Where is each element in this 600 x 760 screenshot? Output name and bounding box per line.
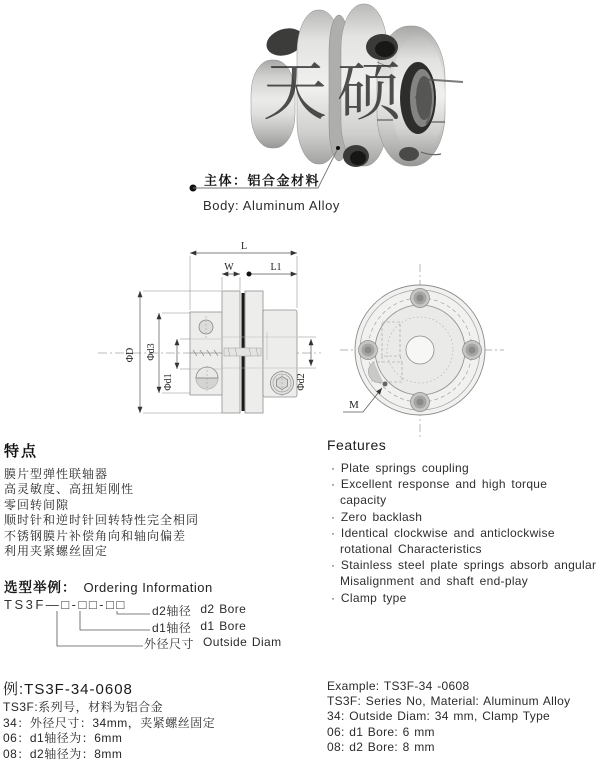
- feature-zh-item: 零回转间隙: [4, 497, 70, 512]
- dim-label-d1: Φd1: [163, 373, 174, 391]
- watermark-text: 天硕: [263, 57, 411, 128]
- ordering-row-outside-diam: [144, 635, 282, 652]
- m-screw: [383, 382, 388, 387]
- ordering-code: TS3F—□-□□-□□: [4, 597, 127, 612]
- feature-en-item: · Clamp type: [331, 590, 407, 605]
- features-zh-section: [4, 440, 214, 559]
- example-en-line: 06: d1 Bore: 6 mm: [327, 724, 435, 739]
- example-zh-line: 08：d2轴径为：8mm: [3, 746, 123, 760]
- example-zh-line: 34：外径尺寸：34mm，夹紧螺丝固定: [3, 715, 216, 730]
- d2-bore-label-en: d2 Bore: [200, 602, 247, 616]
- example-en-line: 08: d2 Bore: 8 mm: [327, 739, 435, 754]
- d1-bore-label-zh: d1轴径: [152, 621, 192, 635]
- example-en-line: 34: Outside Diam: 34 mm, Clamp Type: [327, 709, 551, 724]
- ordering-row-d1: [152, 619, 246, 636]
- example-en-section: [327, 679, 570, 755]
- outside-diam-label-zh: 外径尺寸: [144, 637, 195, 651]
- feature-zh-item: 高灵敏度、高扭矩刚性: [4, 482, 135, 497]
- center-bore: [406, 336, 434, 364]
- body-material-label-en: Body: Aluminum Alloy: [203, 198, 341, 213]
- ordering-heading-zh: 选型举例：: [4, 580, 77, 595]
- dim-label-L1: L1: [270, 262, 282, 273]
- body-material-label-zh: 主体：铝合金材料: [204, 173, 321, 188]
- ordering-leader-lines: [40, 608, 160, 653]
- dim-label-W: W: [224, 262, 234, 273]
- example-zh-line: 06：d1轴径为：6mm: [3, 731, 123, 746]
- example-zh-line: TS3F:系列号，材料为铝合金: [3, 700, 164, 714]
- feature-en-item: · Plate springs coupling: [331, 461, 469, 475]
- ordering-heading-en: Ordering Information: [83, 580, 213, 595]
- feature-zh-item: 顺时针和逆时针回转特性完全相同: [4, 513, 200, 528]
- features-zh-heading: 特点: [4, 443, 39, 460]
- feature-en-item: · Stainless steel plate springs absorb angular Misalignment and shaft end-play: [331, 558, 597, 589]
- d1-bore-label-en: d1 Bore: [200, 619, 247, 633]
- front-view-drawing: [338, 258, 508, 440]
- dim-label-D: ΦD: [125, 347, 136, 363]
- feature-zh-item: 不锈钢膜片补偿角向和轴向偏差: [4, 528, 187, 543]
- dim-label-d3: Φd3: [146, 343, 157, 361]
- feature-en-item: · Excellent response and high torque capacity: [331, 477, 548, 508]
- dim-label-L: L: [240, 241, 248, 252]
- ordering-row-d2: [152, 602, 246, 619]
- ordering-heading: [4, 576, 213, 596]
- side-view-drawing: [95, 220, 325, 435]
- example-en-line: Example: TS3F-34 -0608: [327, 679, 470, 693]
- features-en-heading: Features: [327, 437, 387, 453]
- features-en-section: [327, 437, 597, 606]
- dim-label-d2: Φd2: [296, 373, 307, 391]
- dim-reference-dot: [247, 272, 252, 277]
- outside-diam-label-en: Outside Diam: [203, 635, 282, 649]
- d2-bore-label-zh: d2轴径: [152, 604, 192, 618]
- feature-en-item: · Identical clockwise and anticlockwise rotational Characteristics: [331, 525, 555, 557]
- feature-zh-item: 膜片型弹性联轴器: [4, 467, 109, 481]
- label-M: M: [349, 399, 359, 411]
- example-zh-title: 例:TS3F-34-0608: [3, 681, 133, 698]
- example-en-line: TS3F: Series No, Material: Aluminum Alloy: [327, 694, 571, 709]
- feature-zh-item: 利用夹紧螺丝固定: [4, 544, 109, 559]
- feature-en-item: · Zero backlash: [331, 509, 423, 524]
- example-zh-section: [3, 700, 215, 760]
